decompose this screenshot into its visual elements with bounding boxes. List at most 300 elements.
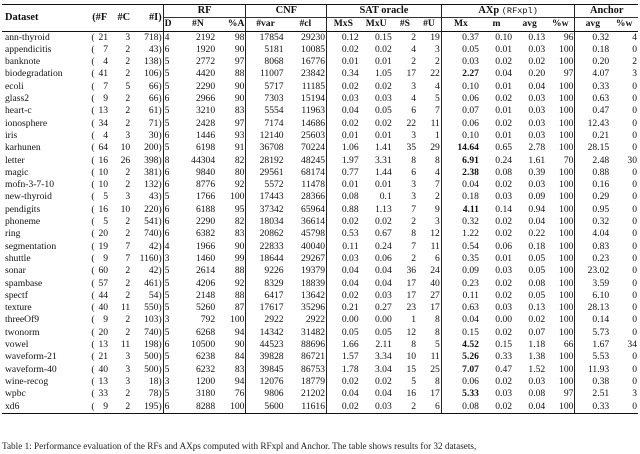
cell-nodes-value: 6268: [195, 326, 216, 338]
cell-accuracy-value: 80: [234, 166, 245, 178]
cell-depth-value: 5: [164, 80, 170, 92]
cell-depth-value: 4: [164, 31, 170, 43]
cell-ni-value: 66): [148, 93, 162, 105]
cell-vars: [246, 278, 285, 290]
paren-open: (: [91, 56, 95, 68]
cell-nf-value: 16: [98, 203, 109, 215]
cell-axp-avg: [513, 314, 546, 326]
cell-depth: [163, 327, 180, 339]
group-anchor: Anchor: [575, 5, 638, 18]
cell-nc-value: 2: [125, 179, 131, 191]
cell-mxu: [360, 179, 393, 191]
cell-anchor-avg-value: 0.21: [592, 129, 610, 141]
cell-mxs: [327, 31, 360, 44]
cell-ni: [131, 155, 163, 167]
cell-s-value: 3: [411, 80, 417, 92]
cell-depth-value: 6: [164, 166, 170, 178]
cell-mxs: [327, 179, 360, 191]
cell-axp-m: [480, 68, 513, 80]
cell-mxu-value: 0.04: [374, 388, 392, 400]
cell-nf-value: 41: [98, 68, 109, 80]
cell-nc: [109, 401, 131, 414]
col-axp-m: m: [492, 18, 501, 30]
group-cnf: CNF: [246, 5, 327, 18]
paren-open: (: [91, 166, 95, 178]
cell-nodes: [180, 155, 216, 167]
cell-nodes: [180, 179, 216, 191]
cell-nf-value: 10: [98, 179, 109, 191]
cell-axp-m-value: 0.01: [495, 252, 513, 264]
group-axp-tool: (RFxpl): [501, 6, 538, 16]
dataset-name: [2, 204, 90, 216]
cell-anchor-w-value: 34: [627, 339, 637, 351]
cell-anchor-w-value: 2: [632, 56, 637, 68]
cell-nc: [109, 228, 131, 240]
cell-axp-avg-value: 1.18: [528, 339, 546, 351]
cell-nc: [109, 56, 131, 68]
dataset-name: [2, 56, 90, 68]
cell-depth-value: 5: [164, 277, 170, 289]
dataset-name-value: texture: [5, 302, 32, 314]
cell-axp-mx-value: 0.15: [462, 326, 479, 338]
cell-nodes: [180, 167, 216, 179]
cell-u: [417, 130, 441, 142]
cell-ni-value: 43): [148, 43, 162, 55]
cell-axp-m: [480, 364, 513, 376]
cell-mxs: [327, 216, 360, 228]
cell-mxu-value: 0.1: [379, 191, 392, 203]
cell-axp-avg-value: 0.13: [528, 302, 546, 314]
cell-clauses: [285, 228, 327, 240]
cell-u: [417, 118, 441, 130]
cell-anchor-w-value: 3: [632, 68, 637, 80]
cell-u: [417, 327, 441, 339]
cell-depth: [163, 118, 180, 130]
cell-clauses: [285, 314, 327, 326]
cell-nodes: [180, 364, 216, 376]
cell-s: [393, 401, 417, 414]
cell-axp-mx-value: 5.26: [462, 351, 479, 363]
cell-anchor-avg: [575, 351, 610, 363]
cell-accuracy-value: 100: [230, 400, 245, 412]
cell-axp-m-value: 0.14: [495, 203, 513, 215]
cell-accuracy-value: 88: [234, 68, 245, 80]
cell-axp-mx: [441, 388, 480, 400]
cell-ni: [131, 93, 163, 105]
cell-ni: [131, 44, 163, 56]
cell-u-value: 8: [435, 375, 440, 387]
cell-u: [417, 253, 441, 265]
cell-ni: [131, 118, 163, 130]
cell-accuracy: [216, 339, 246, 351]
cell-mxu-value: 0.02: [374, 375, 392, 387]
cell-nf-value: 40: [98, 363, 109, 375]
cell-clauses-value: 36614: [301, 216, 326, 228]
cell-axp-avg: [513, 118, 546, 130]
cell-accuracy: [216, 302, 246, 314]
dataset-name: [2, 327, 90, 339]
cell-s-value: 2: [411, 31, 417, 43]
cell-nc: [109, 179, 131, 191]
cell-axp-w: [546, 93, 575, 105]
table-row: [2, 56, 638, 68]
cell-accuracy-value: 94: [234, 375, 245, 387]
table-row: [2, 364, 638, 376]
cell-anchor-avg-value: 3.59: [592, 277, 610, 289]
cell-u: [417, 155, 441, 167]
cell-nodes: [180, 241, 216, 253]
cell-axp-avg-value: 0.03: [528, 375, 546, 387]
cell-u-value: 8: [435, 326, 440, 338]
cell-ni: [131, 401, 163, 414]
cell-anchor-avg-value: 4.04: [592, 228, 610, 240]
cell-accuracy-value: 88: [234, 265, 245, 277]
cell-anchor-avg-value: 2.48: [592, 154, 610, 166]
cell-vars: [246, 31, 285, 44]
cell-depth: [163, 253, 180, 265]
cell-nf-value: 10: [98, 166, 109, 178]
cell-s: [393, 364, 417, 376]
col-cnf-var: #var: [246, 18, 285, 31]
cell-mxs-value: 0.04: [341, 277, 359, 289]
cell-mxu-value: 0.03: [374, 289, 392, 301]
dataset-name: [2, 93, 90, 105]
cell-anchor-avg-value: 0.33: [592, 400, 610, 412]
cell-u-value: 5: [435, 93, 440, 105]
cell-nodes-value: 3210: [195, 105, 216, 117]
cell-nf-value: 7: [103, 80, 109, 92]
cell-axp-m: [480, 216, 513, 228]
cell-mxs-value: 0.02: [341, 289, 359, 301]
cell-s: [393, 253, 417, 265]
cell-nc: [109, 204, 131, 216]
dataset-name-value: waveform-40: [5, 363, 57, 375]
cell-clauses: [285, 241, 327, 253]
cell-depth-value: 5: [164, 68, 170, 80]
table-row: [2, 401, 638, 414]
cell-s-value: 3: [411, 179, 417, 191]
cell-nf: [90, 179, 109, 191]
cell-axp-w: [546, 314, 575, 326]
cell-u: [417, 216, 441, 228]
cell-anchor-avg-value: 6.10: [592, 289, 610, 301]
cell-axp-avg: [513, 253, 546, 265]
cell-axp-mx-value: 0.03: [462, 56, 479, 68]
cell-axp-mx: [441, 376, 480, 388]
cell-mxs: [327, 327, 360, 339]
cell-depth-value: 3: [164, 375, 170, 387]
cell-depth: [163, 364, 180, 376]
cell-vars-value: 29561: [259, 166, 284, 178]
cell-nc: [109, 191, 131, 203]
cell-u: [417, 179, 441, 191]
cell-s: [393, 68, 417, 80]
cell-nf-value: 13: [98, 105, 109, 117]
dataset-name-value: ecoli: [5, 80, 24, 92]
paren-open: (: [91, 154, 95, 166]
cell-depth-value: 6: [164, 400, 170, 412]
dataset-name-value: vowel: [5, 339, 29, 351]
paren-open: (: [91, 105, 95, 117]
cell-accuracy-value: 82: [234, 154, 245, 166]
cell-nf-value: 64: [98, 142, 109, 154]
cell-s: [393, 376, 417, 388]
cell-mxu: [360, 290, 393, 302]
cell-clauses-value: 35296: [301, 302, 326, 314]
cell-axp-w: [546, 167, 575, 179]
cell-anchor-w-value: 0: [632, 142, 637, 154]
cell-u: [417, 302, 441, 314]
cell-axp-m-value: 0.02: [495, 277, 513, 289]
cell-nodes: [180, 44, 216, 56]
cell-accuracy-value: 82: [234, 216, 245, 228]
cell-s-value: 17: [406, 277, 417, 289]
cell-axp-mx: [441, 105, 480, 117]
cell-accuracy: [216, 81, 246, 93]
cell-s-value: 3: [411, 129, 417, 141]
cell-mxs: [327, 314, 360, 326]
cell-anchor-w: [610, 339, 638, 351]
col-axp-mx: Mx: [441, 18, 480, 31]
cell-depth: [163, 81, 180, 93]
cell-u: [417, 376, 441, 388]
cell-vars-value: 5554: [264, 105, 284, 117]
cell-axp-w-value: 100: [559, 265, 574, 277]
cell-accuracy: [216, 105, 246, 117]
group-axp-label: AXp: [478, 5, 500, 16]
cell-accuracy: [216, 130, 246, 142]
cell-nodes-value: 1920: [195, 43, 216, 55]
cell-nc-value: 11: [120, 339, 131, 351]
cell-nf-value: 20: [98, 228, 109, 240]
cell-mxs-value: 0.03: [341, 93, 359, 105]
cell-axp-m: [480, 401, 513, 414]
cell-nf: [90, 93, 109, 105]
cell-axp-avg: [513, 241, 546, 253]
cell-clauses-value: 88696: [301, 339, 326, 351]
cell-accuracy-value: 84: [234, 351, 245, 363]
cell-axp-m: [480, 155, 513, 167]
cell-nc-value: 2: [125, 105, 131, 117]
cell-clauses-value: 15194: [301, 93, 326, 105]
cell-accuracy-value: 100: [230, 191, 245, 203]
cell-nf-value: 9: [103, 93, 109, 105]
cell-ni-value: 500): [144, 351, 162, 363]
cell-nc-value: 2: [125, 314, 131, 326]
cell-vars-value: 37342: [259, 203, 284, 215]
table-row: [2, 130, 638, 142]
table-row: [2, 351, 638, 363]
cell-axp-w: [546, 155, 575, 167]
cell-nc-value: 10: [120, 142, 131, 154]
cell-axp-mx-value: 4.11: [462, 203, 479, 215]
cell-nc: [109, 339, 131, 351]
cell-nf: [90, 228, 109, 240]
cell-axp-w-value: 100: [559, 277, 574, 289]
cell-anchor-avg-value: 0.63: [592, 93, 610, 105]
cell-anchor-avg-value: 0.83: [592, 240, 610, 252]
cell-mxs: [327, 68, 360, 80]
cell-mxs-value: 0.77: [341, 166, 359, 178]
cell-axp-m-value: 0.02: [495, 326, 513, 338]
cell-mxu: [360, 118, 393, 130]
cell-ni-value: 541): [144, 216, 162, 228]
cell-accuracy-value: 83: [234, 105, 245, 117]
cell-vars-value: 5600: [264, 400, 284, 412]
cell-axp-w-value: 100: [559, 252, 574, 264]
dataset-name-value: banknote: [5, 56, 41, 68]
cell-vars-value: 7303: [264, 93, 284, 105]
table-row: [2, 44, 638, 56]
cell-u: [417, 364, 441, 376]
cell-u-value: 22: [430, 68, 440, 80]
cell-axp-avg-value: 0.09: [528, 191, 546, 203]
cell-anchor-avg: [575, 314, 610, 326]
dataset-name: [2, 130, 90, 142]
cell-axp-m: [480, 253, 513, 265]
cell-axp-m: [480, 327, 513, 339]
cell-axp-mx-value: 0.10: [462, 80, 479, 92]
cell-axp-mx-value: 0.54: [462, 240, 479, 252]
cell-nodes: [180, 81, 216, 93]
paren-open: (: [91, 363, 95, 375]
cell-nc-value: 11: [120, 302, 131, 314]
cell-depth: [163, 68, 180, 80]
paren-open: (: [91, 228, 95, 240]
col-rf-n: #N: [192, 18, 204, 30]
cell-anchor-avg: [575, 339, 610, 351]
cell-anchor-w-value: 0: [632, 117, 637, 129]
cell-axp-avg-value: 0.08: [528, 388, 546, 400]
col-nf: (#F: [90, 5, 109, 32]
cell-anchor-avg: [575, 118, 610, 130]
cell-u: [417, 278, 441, 290]
cell-vars-value: 2922: [264, 314, 284, 326]
cell-accuracy: [216, 401, 246, 414]
cell-axp-w: [546, 44, 575, 56]
cell-vars-value: 8068: [264, 56, 284, 68]
cell-axp-m: [480, 31, 513, 44]
dataset-name-value: spectf: [5, 289, 28, 301]
cell-axp-avg: [513, 142, 546, 154]
cell-anchor-w-value: 0: [632, 314, 637, 326]
cell-clauses-value: 68174: [301, 166, 326, 178]
cell-axp-mx: [441, 56, 480, 68]
cell-mxs: [327, 401, 360, 414]
cell-axp-m-value: 0.02: [495, 179, 513, 191]
cell-nodes: [180, 204, 216, 216]
cell-accuracy-value: 92: [234, 179, 245, 191]
cell-nf-value: 60: [98, 265, 109, 277]
col-rf-d: D: [163, 18, 180, 31]
cell-axp-avg: [513, 105, 546, 117]
cell-anchor-w-value: 0: [632, 105, 637, 117]
cell-depth-value: 5: [164, 142, 170, 154]
cell-anchor-avg-value: 0.32: [592, 216, 610, 228]
cell-accuracy-value: 97: [234, 117, 245, 129]
col-dataset: Dataset: [2, 5, 90, 32]
cell-axp-m: [480, 314, 513, 326]
paren-open: (: [91, 117, 95, 129]
cell-anchor-avg: [575, 327, 610, 339]
dataset-name: [2, 191, 90, 203]
cell-nc: [109, 253, 131, 265]
cell-axp-w: [546, 401, 575, 414]
table-row: [2, 265, 638, 277]
cell-accuracy-value: 91: [234, 142, 245, 154]
dataset-name-value: appendicitis: [5, 43, 52, 55]
cell-mxu-value: 0.05: [374, 105, 392, 117]
cell-accuracy-value: 83: [234, 363, 245, 375]
cell-ni: [131, 253, 163, 265]
cell-axp-avg-value: 0.22: [528, 228, 546, 240]
cell-axp-mx-value: 5.33: [462, 388, 479, 400]
cell-axp-m-value: 0.02: [495, 216, 513, 228]
cell-anchor-w-value: 0: [632, 289, 637, 301]
table-row: [2, 68, 638, 80]
cell-nc: [109, 327, 131, 339]
cell-anchor-w: [610, 351, 638, 363]
cell-ni: [131, 290, 163, 302]
cell-anchor-avg: [575, 155, 610, 167]
cell-nodes: [180, 105, 216, 117]
cell-anchor-w-value: 0: [632, 363, 637, 375]
cell-clauses: [285, 290, 327, 302]
cell-mxs-value: 0.02: [341, 400, 359, 412]
cell-mxs: [327, 265, 360, 277]
dataset-name: [2, 265, 90, 277]
cell-vars: [246, 388, 285, 400]
cell-anchor-w: [610, 388, 638, 400]
cell-u: [417, 241, 441, 253]
cell-axp-m: [480, 376, 513, 388]
table-row: [2, 191, 638, 203]
cell-axp-avg: [513, 204, 546, 216]
cell-depth: [163, 290, 180, 302]
cell-anchor-avg-value: 1.67: [592, 339, 610, 351]
cell-u-value: 11: [430, 351, 440, 363]
cell-s: [393, 265, 417, 277]
cell-mxu-value: 0.01: [374, 179, 392, 191]
cell-nodes: [180, 327, 216, 339]
cell-anchor-avg-value: 28.15: [587, 142, 610, 154]
cell-axp-w: [546, 81, 575, 93]
table-row: [2, 327, 638, 339]
dataset-name: [2, 401, 90, 414]
cell-nf: [90, 44, 109, 56]
cell-mxs: [327, 93, 360, 105]
cell-axp-w-value: 100: [559, 80, 574, 92]
cell-depth: [163, 167, 180, 179]
cell-s: [393, 31, 417, 44]
cell-anchor-avg-value: 0.33: [592, 80, 610, 92]
cell-ni: [131, 167, 163, 179]
cell-axp-m: [480, 105, 513, 117]
cell-axp-mx-value: 0.63: [462, 302, 479, 314]
cell-s: [393, 81, 417, 93]
cell-nf: [90, 388, 109, 400]
cell-nc-value: 2: [125, 277, 131, 289]
cell-axp-m: [480, 278, 513, 290]
cell-s: [393, 179, 417, 191]
cell-mxs-value: 0.21: [341, 302, 359, 314]
cell-vars-value: 5572: [264, 179, 284, 191]
paren-open: (: [91, 240, 95, 252]
cell-anchor-avg-value: 0.16: [592, 179, 610, 191]
paren-open: (: [91, 93, 95, 105]
cell-mxu: [360, 364, 393, 376]
cell-accuracy-value: 94: [234, 326, 245, 338]
